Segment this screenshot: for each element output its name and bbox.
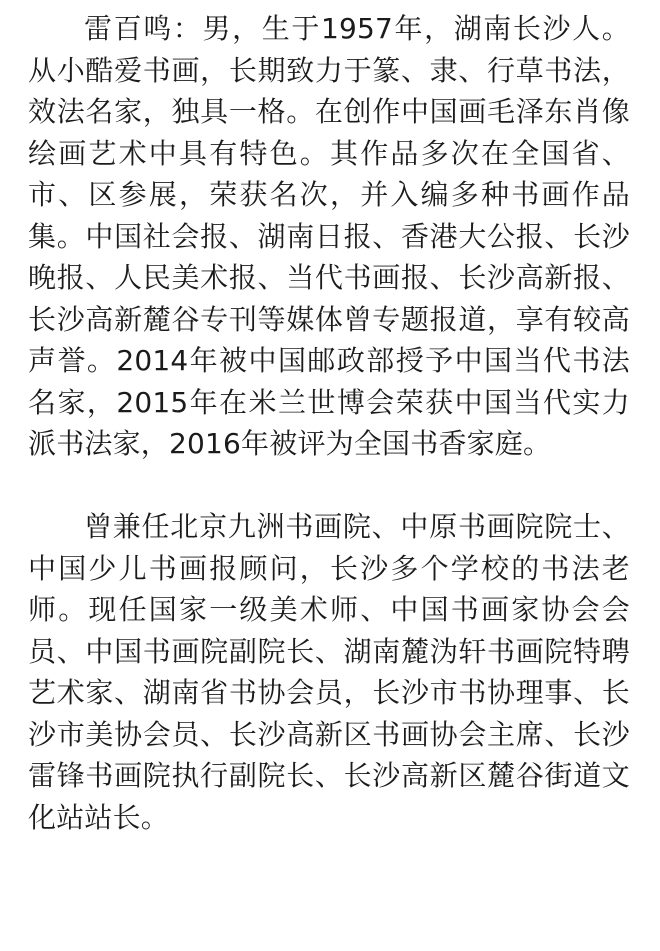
positions-paragraph: 曾兼任北京九洲书画院、中原书画院院士、中国少儿书画报顾问，长沙多个学校的书法老师。现任国家一级美术师、中国书画家协会会员、中国书画院副院长、湖南麓沩轩书画院特聘艺术家、湖南省书协会员，长沙市书协理事、长沙市美协会员、长沙高新区书画协会主席、长沙雷锋书画院执行副院长、长沙高新区麓谷街道文化站站长。 <box>28 510 630 834</box>
biography-paragraph: 雷百鸣：男，生于1957年，湖南长沙人。从小酷爱书画，长期致力于篆、隶、行草书法，效法名家，独具一格。在创作中国画毛泽东肖像绘画艺术中具有特色。其作品多次在全国省、市、区参展，荣获名次，并入编多种书画作品集。中国社会报、湖南日报、香港大公报、长沙晚报、人民美术报、当代书画报、长沙高新报、长沙高新麓谷专刊等媒体曾专题报道，享有较高声誉。2014年被中国邮政部授予中国当代书法名家，2015年在米兰世博会荣获中国当代实力派书法家，2016年被评为全国书香家庭。 <box>28 12 630 460</box>
